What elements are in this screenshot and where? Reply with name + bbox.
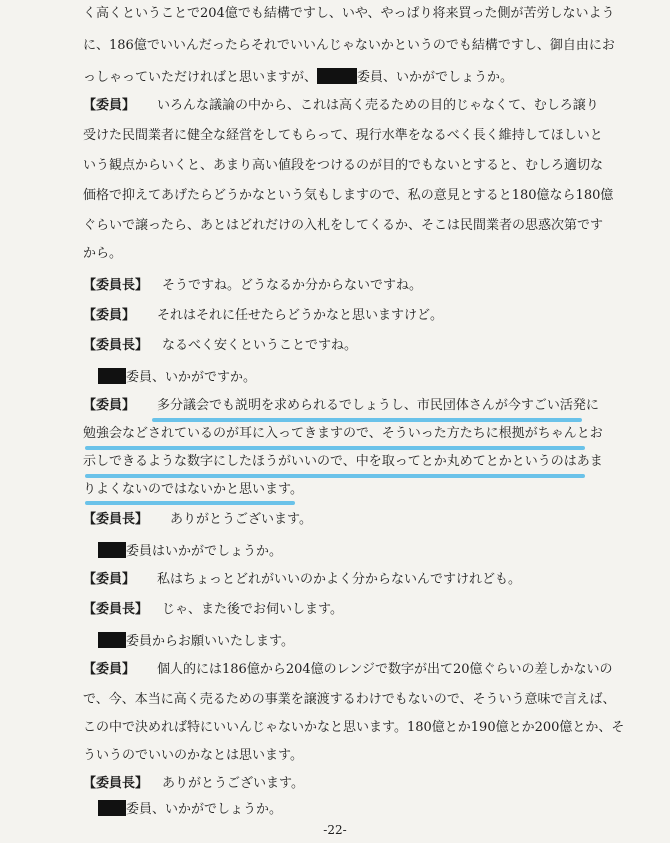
speaker-line: 【委員長】 ありがとうございます。: [83, 776, 304, 791]
redaction-block: [98, 800, 126, 816]
text-line: っしゃっていただければと思いますが、 委員、いかがでしょうか。: [83, 70, 514, 85]
text-line: に、186億でいいんだったらそれでいいんじゃないかというのでも結構ですし、御自由にお: [83, 38, 615, 53]
page-number: -22-: [323, 823, 347, 837]
speaker-tag: 【委員長】: [83, 776, 149, 791]
highlight-mark: [85, 446, 585, 450]
text-line: 委員はいかがでしょうか。: [98, 542, 282, 560]
speaker-tag: 【委員】: [83, 308, 136, 323]
redaction-block: [317, 68, 357, 84]
highlight-mark: [85, 474, 585, 478]
text-line: 委員からお願いいたします。: [98, 632, 294, 650]
text-line: ういうのでいいのかなとは思います。: [83, 748, 303, 763]
speaker-line: 【委員】 多分議会でも説明を求められるでしょうし、市民団体さんが今すごい活発に: [83, 398, 599, 413]
speaker-tag: 【委員】: [83, 98, 136, 113]
speaker-tag: 【委員】: [83, 398, 136, 413]
speaker-line: 【委員】 それはそれに任せたらどうかなと思いますけど。: [83, 308, 444, 323]
text-line: この中で決めれば特にいいんじゃないかなと思います。180億とか190億とか200億とか、そ: [83, 720, 625, 735]
speaker-line: 【委員長】 じゃ、また後でお伺いします。: [83, 602, 343, 617]
speaker-line: 【委員長】 ありがとうございます。: [83, 512, 312, 527]
speaker-tag: 【委員長】: [83, 338, 149, 353]
speaker-line: 【委員】 私はちょっとどれがいいのかよく分からないんですけれども。: [83, 572, 522, 587]
text-line: ぐらいで譲ったら、あとはどれだけの入札をしてくるか、そこは民間業者の思惑次第です: [83, 218, 604, 233]
redaction-block: [98, 368, 126, 384]
text-line: いう観点からいくと、あまり高い値段をつけるのが目的でもないとすると、むしろ適切な: [83, 158, 604, 173]
redaction-block: [98, 542, 126, 558]
text-line: く高くということで204億でも結構ですし、いや、やっぱり将来買った側が苦労しないよう: [83, 6, 615, 21]
speaker-tag: 【委員長】: [83, 602, 149, 617]
text-line: 受けた民間業者に健全な経営をしてもらって、現行水準をなるべく長く維持してほしいと: [83, 128, 603, 143]
text-line: から。: [83, 246, 123, 261]
text-line: 価格で抑えてあげたらどうかなという気もしますので、私の意見とすると180億なら180億: [83, 188, 614, 203]
speaker-tag: 【委員長】: [83, 278, 149, 293]
highlight-mark: [152, 418, 582, 422]
text-line: 示しできるような数字にしたほうがいいので、中を取ってとか丸めてとかというのはあま: [83, 454, 603, 469]
speaker-line: 【委員長】 そうですね。どうなるか分からないですね。: [83, 278, 423, 293]
highlight-mark: [85, 501, 295, 505]
speaker-tag: 【委員】: [83, 572, 136, 587]
speaker-line: 【委員】 いろんな議論の中から、これは高く売るための目的じゃなくて、むしろ譲り: [83, 98, 599, 113]
text-line: 勉強会などされているのが耳に入ってきますので、そういった方たちに根拠がちゃんとお: [83, 426, 603, 441]
text-line: りよくないのではないかと思います。: [83, 482, 303, 497]
speaker-line: 【委員長】 なるべく安くということですね。: [83, 338, 358, 353]
redaction-block: [98, 632, 126, 648]
speaker-tag: 【委員長】: [83, 512, 149, 527]
text-line: 委員、いかがでしょうか。: [98, 800, 282, 818]
text-line: で、今、本当に高く売るための事業を譲渡するわけでもないので、そういう意味で言えば、: [83, 692, 616, 707]
speaker-line: 【委員】 個人的には186億から204億のレンジで数字が出て20億ぐらいの差しかないの: [83, 662, 613, 677]
text-line: 委員、いかがですか。: [98, 368, 256, 386]
speaker-tag: 【委員】: [83, 662, 136, 677]
